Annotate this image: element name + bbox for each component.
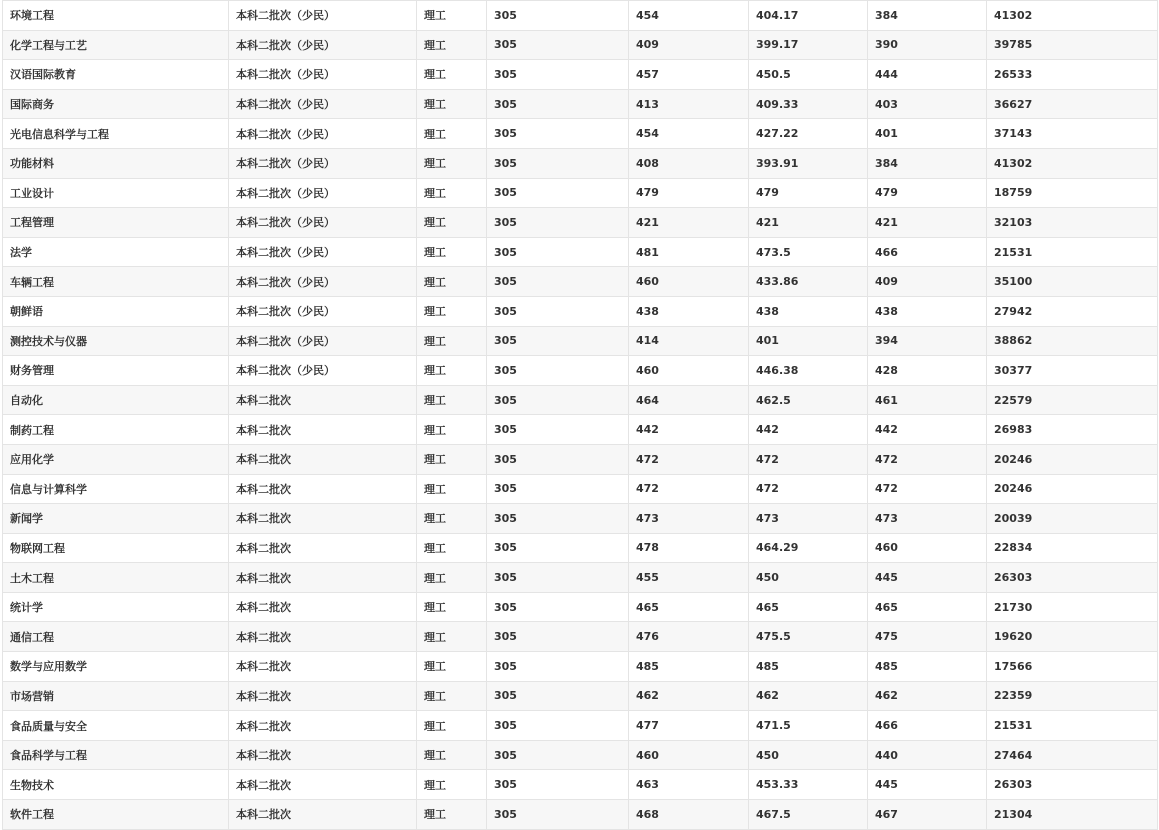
table-row [3,178,1158,208]
cell-min-score: 466 [868,237,987,267]
cell-major-name: 环境工程 [3,1,229,31]
table-row [3,148,1158,178]
cell-batch: 本科二批次 [229,711,417,741]
cell-min-score: 401 [868,119,987,149]
cell-batch: 本科二批次 [229,415,417,445]
cell-avg-score: 464.29 [749,533,868,563]
cell-major-name: 软件工程 [3,800,229,830]
cell-subject-category: 理工 [417,296,487,326]
table-body [3,1,1158,830]
cell-batch: 本科二批次（少民） [229,30,417,60]
cell-min-score: 421 [868,208,987,238]
table-row [3,474,1158,504]
cell-min-score: 472 [868,444,987,474]
cell-control-line: 305 [487,652,629,682]
cell-avg-score: 401 [749,326,868,356]
cell-major-name: 测控技术与仪器 [3,326,229,356]
cell-min-rank: 18759 [987,178,1158,208]
cell-min-rank: 27942 [987,296,1158,326]
cell-control-line: 305 [487,178,629,208]
cell-subject-category: 理工 [417,60,487,90]
table-row [3,415,1158,445]
cell-avg-score: 404.17 [749,1,868,31]
table-row [3,652,1158,682]
cell-avg-score: 462 [749,681,868,711]
cell-control-line: 305 [487,474,629,504]
cell-min-rank: 22834 [987,533,1158,563]
cell-control-line: 305 [487,563,629,593]
table-row [3,30,1158,60]
cell-batch: 本科二批次（少民） [229,60,417,90]
cell-control-line: 305 [487,385,629,415]
cell-avg-score: 472 [749,444,868,474]
cell-major-name: 朝鲜语 [3,296,229,326]
cell-avg-score: 453.33 [749,770,868,800]
cell-min-score: 445 [868,563,987,593]
cell-avg-score: 465 [749,592,868,622]
cell-max-score: 455 [629,563,749,593]
cell-control-line: 305 [487,237,629,267]
cell-subject-category: 理工 [417,385,487,415]
cell-min-rank: 21531 [987,711,1158,741]
cell-avg-score: 450 [749,740,868,770]
cell-min-score: 428 [868,356,987,386]
cell-control-line: 305 [487,504,629,534]
cell-min-rank: 41302 [987,148,1158,178]
cell-major-name: 国际商务 [3,89,229,119]
cell-min-score: 438 [868,296,987,326]
cell-avg-score: 421 [749,208,868,238]
cell-min-rank: 21304 [987,800,1158,830]
cell-min-score: 465 [868,592,987,622]
cell-min-score: 394 [868,326,987,356]
cell-min-score: 462 [868,681,987,711]
cell-major-name: 财务管理 [3,356,229,386]
cell-min-score: 466 [868,711,987,741]
table-row [3,326,1158,356]
admission-scores-table [2,0,1158,830]
cell-max-score: 476 [629,622,749,652]
table-row [3,563,1158,593]
cell-control-line: 305 [487,415,629,445]
table-row [3,237,1158,267]
cell-control-line: 305 [487,592,629,622]
cell-subject-category: 理工 [417,119,487,149]
cell-batch: 本科二批次 [229,592,417,622]
cell-batch: 本科二批次（少民） [229,89,417,119]
cell-batch: 本科二批次（少民） [229,1,417,31]
cell-max-score: 481 [629,237,749,267]
cell-control-line: 305 [487,326,629,356]
cell-major-name: 土木工程 [3,563,229,593]
cell-control-line: 305 [487,1,629,31]
cell-avg-score: 471.5 [749,711,868,741]
cell-max-score: 465 [629,592,749,622]
cell-control-line: 305 [487,800,629,830]
cell-min-rank: 17566 [987,652,1158,682]
table-row [3,622,1158,652]
cell-min-rank: 38862 [987,326,1158,356]
cell-avg-score: 473.5 [749,237,868,267]
cell-major-name: 市场营销 [3,681,229,711]
cell-max-score: 460 [629,356,749,386]
cell-batch: 本科二批次 [229,652,417,682]
cell-min-score: 467 [868,800,987,830]
cell-avg-score: 409.33 [749,89,868,119]
cell-control-line: 305 [487,89,629,119]
cell-min-score: 444 [868,60,987,90]
cell-min-rank: 22359 [987,681,1158,711]
table-row [3,267,1158,297]
cell-subject-category: 理工 [417,1,487,31]
cell-min-rank: 36627 [987,89,1158,119]
cell-batch: 本科二批次（少民） [229,237,417,267]
cell-min-rank: 32103 [987,208,1158,238]
cell-avg-score: 475.5 [749,622,868,652]
cell-subject-category: 理工 [417,30,487,60]
cell-min-rank: 26303 [987,770,1158,800]
cell-control-line: 305 [487,622,629,652]
cell-min-rank: 20039 [987,504,1158,534]
cell-batch: 本科二批次（少民） [229,148,417,178]
cell-batch: 本科二批次（少民） [229,326,417,356]
cell-control-line: 305 [487,119,629,149]
cell-max-score: 468 [629,800,749,830]
cell-major-name: 物联网工程 [3,533,229,563]
table-row [3,385,1158,415]
cell-major-name: 应用化学 [3,444,229,474]
cell-max-score: 463 [629,770,749,800]
cell-control-line: 305 [487,356,629,386]
cell-max-score: 414 [629,326,749,356]
cell-avg-score: 450.5 [749,60,868,90]
cell-subject-category: 理工 [417,178,487,208]
cell-min-score: 384 [868,148,987,178]
cell-max-score: 460 [629,740,749,770]
cell-batch: 本科二批次 [229,533,417,563]
cell-min-rank: 19620 [987,622,1158,652]
cell-max-score: 438 [629,296,749,326]
table-row [3,119,1158,149]
cell-max-score: 477 [629,711,749,741]
cell-control-line: 305 [487,770,629,800]
cell-control-line: 305 [487,60,629,90]
cell-max-score: 454 [629,1,749,31]
cell-subject-category: 理工 [417,474,487,504]
table-row [3,504,1158,534]
table-row [3,740,1158,770]
table-row [3,800,1158,830]
cell-avg-score: 446.38 [749,356,868,386]
cell-subject-category: 理工 [417,622,487,652]
cell-min-score: 485 [868,652,987,682]
cell-min-score: 445 [868,770,987,800]
cell-major-name: 统计学 [3,592,229,622]
cell-avg-score: 450 [749,563,868,593]
cell-subject-category: 理工 [417,444,487,474]
cell-max-score: 408 [629,148,749,178]
cell-max-score: 454 [629,119,749,149]
cell-min-rank: 39785 [987,30,1158,60]
cell-batch: 本科二批次 [229,800,417,830]
cell-max-score: 421 [629,208,749,238]
cell-min-score: 384 [868,1,987,31]
cell-avg-score: 427.22 [749,119,868,149]
table-row [3,444,1158,474]
cell-min-rank: 27464 [987,740,1158,770]
cell-batch: 本科二批次 [229,563,417,593]
cell-subject-category: 理工 [417,652,487,682]
cell-control-line: 305 [487,148,629,178]
cell-batch: 本科二批次 [229,385,417,415]
cell-min-rank: 37143 [987,119,1158,149]
cell-subject-category: 理工 [417,504,487,534]
cell-control-line: 305 [487,208,629,238]
cell-min-score: 409 [868,267,987,297]
cell-batch: 本科二批次 [229,444,417,474]
admission-scores-table-container [2,0,1157,830]
cell-batch: 本科二批次（少民） [229,119,417,149]
table-row [3,681,1158,711]
cell-min-rank: 30377 [987,356,1158,386]
cell-subject-category: 理工 [417,711,487,741]
cell-min-score: 460 [868,533,987,563]
cell-subject-category: 理工 [417,592,487,622]
table-row [3,770,1158,800]
cell-min-score: 475 [868,622,987,652]
cell-avg-score: 399.17 [749,30,868,60]
cell-control-line: 305 [487,296,629,326]
cell-major-name: 工业设计 [3,178,229,208]
cell-major-name: 自动化 [3,385,229,415]
cell-avg-score: 462.5 [749,385,868,415]
cell-control-line: 305 [487,711,629,741]
cell-min-rank: 20246 [987,474,1158,504]
cell-major-name: 光电信息科学与工程 [3,119,229,149]
cell-major-name: 数学与应用数学 [3,652,229,682]
cell-major-name: 法学 [3,237,229,267]
cell-major-name: 功能材料 [3,148,229,178]
cell-control-line: 305 [487,681,629,711]
cell-min-score: 479 [868,178,987,208]
cell-max-score: 479 [629,178,749,208]
cell-min-rank: 26533 [987,60,1158,90]
cell-batch: 本科二批次（少民） [229,296,417,326]
cell-subject-category: 理工 [417,326,487,356]
cell-major-name: 汉语国际教育 [3,60,229,90]
table-row [3,533,1158,563]
cell-min-rank: 21531 [987,237,1158,267]
cell-subject-category: 理工 [417,267,487,297]
cell-batch: 本科二批次 [229,504,417,534]
cell-max-score: 485 [629,652,749,682]
cell-subject-category: 理工 [417,563,487,593]
cell-avg-score: 442 [749,415,868,445]
table-row [3,89,1158,119]
cell-min-rank: 20246 [987,444,1158,474]
cell-subject-category: 理工 [417,415,487,445]
cell-min-score: 440 [868,740,987,770]
cell-avg-score: 472 [749,474,868,504]
cell-min-rank: 41302 [987,1,1158,31]
cell-subject-category: 理工 [417,800,487,830]
cell-batch: 本科二批次 [229,740,417,770]
cell-subject-category: 理工 [417,208,487,238]
cell-batch: 本科二批次（少民） [229,178,417,208]
cell-major-name: 食品质量与安全 [3,711,229,741]
cell-max-score: 462 [629,681,749,711]
cell-subject-category: 理工 [417,681,487,711]
cell-avg-score: 467.5 [749,800,868,830]
cell-avg-score: 438 [749,296,868,326]
cell-batch: 本科二批次 [229,474,417,504]
cell-subject-category: 理工 [417,148,487,178]
cell-max-score: 457 [629,60,749,90]
table-row [3,592,1158,622]
cell-major-name: 工程管理 [3,208,229,238]
table-row [3,296,1158,326]
cell-major-name: 食品科学与工程 [3,740,229,770]
cell-major-name: 制药工程 [3,415,229,445]
cell-min-score: 403 [868,89,987,119]
cell-major-name: 车辆工程 [3,267,229,297]
cell-subject-category: 理工 [417,533,487,563]
cell-min-score: 473 [868,504,987,534]
cell-subject-category: 理工 [417,89,487,119]
cell-subject-category: 理工 [417,740,487,770]
cell-max-score: 460 [629,267,749,297]
cell-major-name: 化学工程与工艺 [3,30,229,60]
table-row [3,208,1158,238]
cell-avg-score: 473 [749,504,868,534]
cell-avg-score: 485 [749,652,868,682]
cell-max-score: 473 [629,504,749,534]
cell-avg-score: 433.86 [749,267,868,297]
cell-major-name: 生物技术 [3,770,229,800]
table-row [3,60,1158,90]
cell-batch: 本科二批次（少民） [229,267,417,297]
cell-control-line: 305 [487,533,629,563]
cell-min-rank: 22579 [987,385,1158,415]
table-row [3,711,1158,741]
cell-control-line: 305 [487,267,629,297]
cell-batch: 本科二批次 [229,681,417,711]
cell-avg-score: 393.91 [749,148,868,178]
cell-min-score: 461 [868,385,987,415]
cell-min-rank: 35100 [987,267,1158,297]
cell-max-score: 478 [629,533,749,563]
cell-max-score: 472 [629,474,749,504]
cell-subject-category: 理工 [417,356,487,386]
cell-subject-category: 理工 [417,770,487,800]
cell-batch: 本科二批次（少民） [229,356,417,386]
cell-max-score: 413 [629,89,749,119]
cell-min-score: 472 [868,474,987,504]
cell-batch: 本科二批次 [229,770,417,800]
cell-min-rank: 26983 [987,415,1158,445]
table-row [3,356,1158,386]
cell-max-score: 442 [629,415,749,445]
cell-min-rank: 21730 [987,592,1158,622]
cell-avg-score: 479 [749,178,868,208]
cell-control-line: 305 [487,444,629,474]
cell-min-score: 390 [868,30,987,60]
cell-min-rank: 26303 [987,563,1158,593]
cell-major-name: 信息与计算科学 [3,474,229,504]
cell-subject-category: 理工 [417,237,487,267]
cell-batch: 本科二批次（少民） [229,208,417,238]
cell-control-line: 305 [487,30,629,60]
table-row [3,1,1158,31]
cell-max-score: 472 [629,444,749,474]
cell-major-name: 新闻学 [3,504,229,534]
cell-batch: 本科二批次 [229,622,417,652]
cell-max-score: 409 [629,30,749,60]
cell-max-score: 464 [629,385,749,415]
cell-major-name: 通信工程 [3,622,229,652]
cell-min-score: 442 [868,415,987,445]
cell-control-line: 305 [487,740,629,770]
